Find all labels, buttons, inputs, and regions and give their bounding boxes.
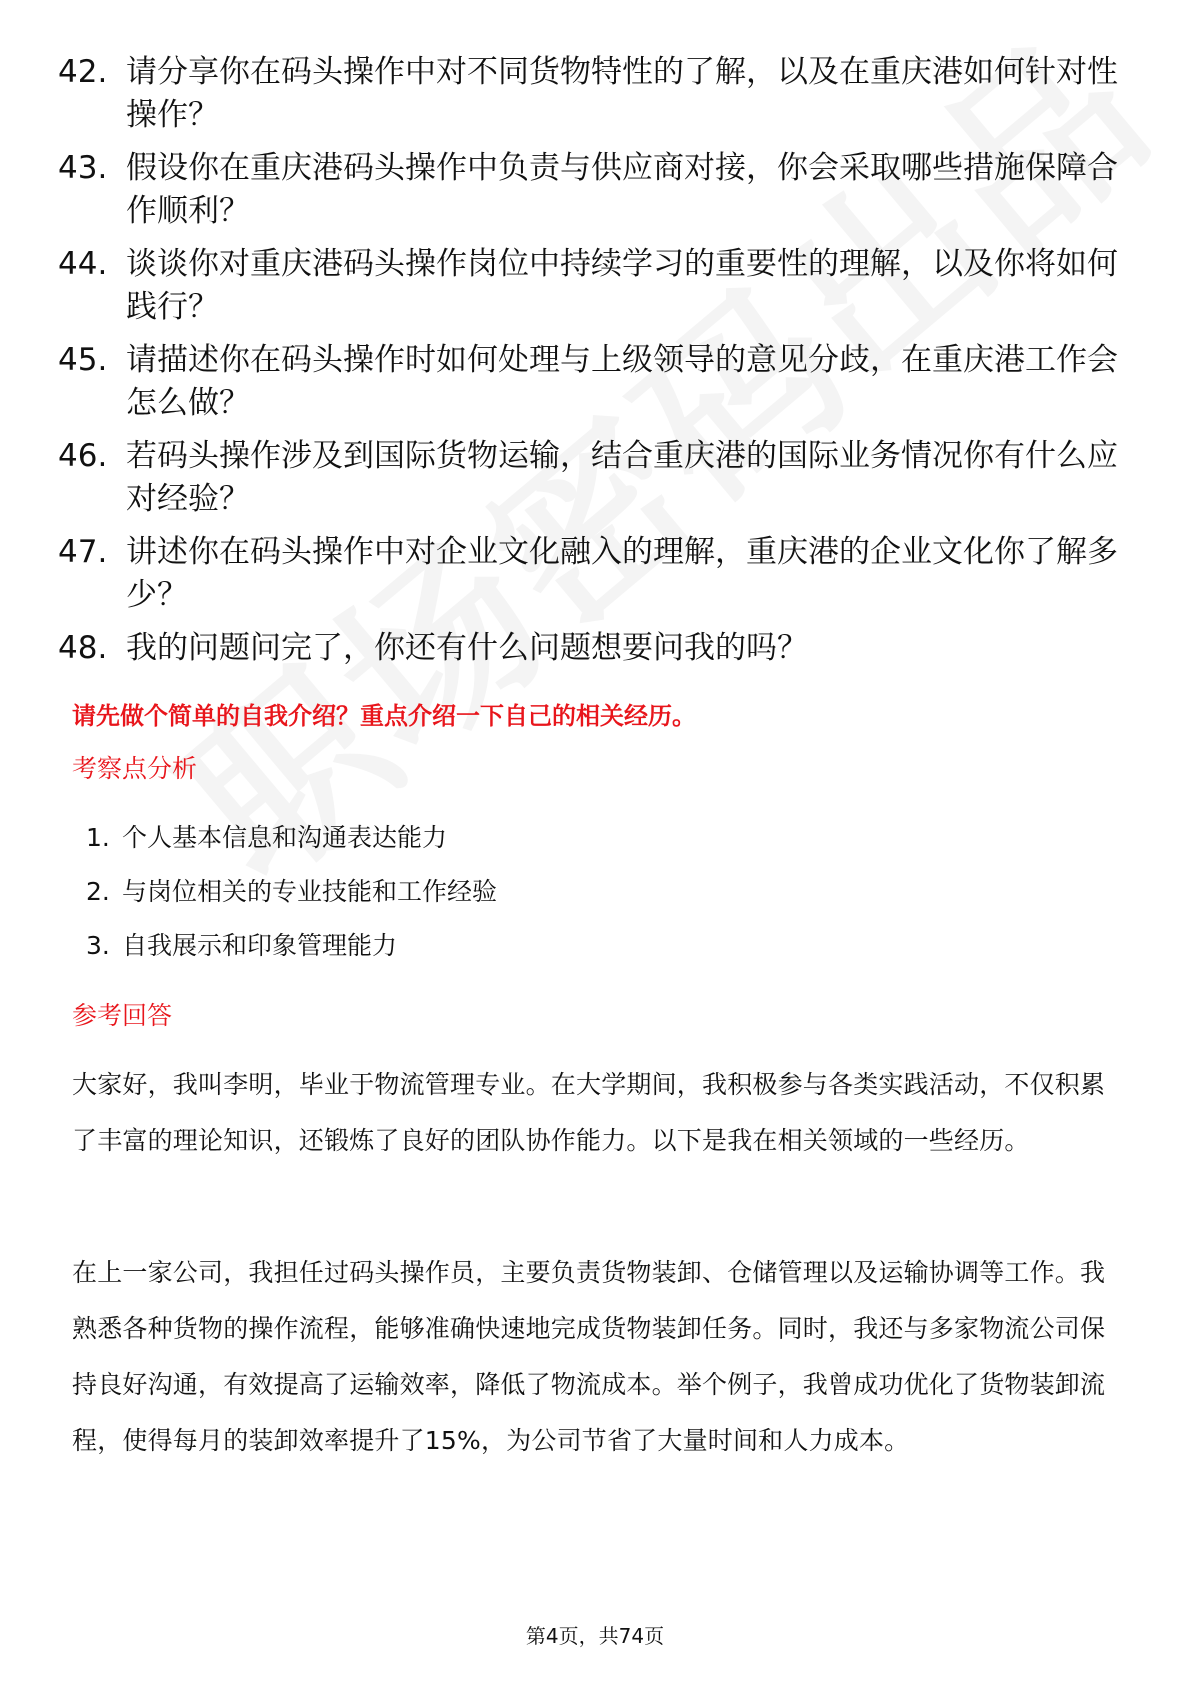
question-number: 46. [58, 438, 108, 474]
page-footer: 第4页，共74页 [525, 1624, 665, 1648]
question-text: 假设你在重庆港码头操作中负责与供应商对接，你会采取哪些措施保障合作顺利？ [126, 150, 1118, 229]
analysis-item-text: 个人基本信息和沟通表达能力 [122, 823, 448, 852]
analysis-item-text: 自我展示和印象管理能力 [122, 931, 398, 960]
question-text: 谈谈你对重庆港码头操作岗位中持续学习的重要性的理解，以及你将如何践行？ [126, 246, 1118, 325]
analysis-item [86, 930, 397, 962]
question-number: 47. [58, 534, 108, 570]
question-item [58, 243, 1118, 329]
question-number: 42. [58, 54, 108, 90]
question-item [58, 627, 1118, 670]
question-text: 讲述你在码头操作中对企业文化融入的理解，重庆港的企业文化你了解多少？ [126, 534, 1118, 613]
analysis-item-text: 与岗位相关的专业技能和工作经验 [122, 877, 498, 906]
analysis-item-number: 1. [86, 823, 110, 852]
question-number: 48. [58, 630, 108, 666]
analysis-item [86, 876, 497, 908]
question-item [58, 435, 1118, 521]
question-text: 请分享你在码头操作中对不同货物特性的了解，以及在重庆港如何针对性操作？ [126, 54, 1118, 133]
analysis-heading: 考察点分析 [72, 754, 198, 783]
question-number: 43. [58, 150, 108, 186]
analysis-item-number: 3. [86, 931, 110, 960]
question-item [58, 51, 1118, 137]
question-number: 45. [58, 342, 108, 378]
analysis-item-number: 2. [86, 877, 110, 906]
answer-paragraph: 在上一家公司，我担任过码头操作员，主要负责货物装卸、仓储管理以及运输协调等工作。我熟悉各种货物的操作流程，能够准确快速地完成货物装卸任务。同时，我还与多家物流公司保持良好沟通，有效提高了运输效率，降低了物流成本。举个例子，我曾成功优化了货物装卸流程，使得每月的装卸效率提升了15%，为公司节省了大量时间和人力成本。 [72, 1258, 1106, 1455]
analysis-item [86, 822, 447, 854]
answer-paragraph: 大家好，我叫李明，毕业于物流管理专业。在大学期间，我积极参与各类实践活动，不仅积累了丰富的理论知识，还锻炼了良好的团队协作能力。以下是我在相关领域的一些经历。 [72, 1070, 1106, 1155]
question-text: 我的问题问完了，你还有什么问题想要问我的吗？ [126, 630, 808, 666]
question-item [58, 531, 1118, 617]
answer-heading: 参考回答 [72, 1001, 173, 1030]
question-title: 请先做个简单的自我介绍？重点介绍一下自己的相关经历。 [72, 702, 696, 730]
question-text: 若码头操作涉及到国际货物运输，结合重庆港的国际业务情况你有什么应对经验？ [126, 438, 1118, 517]
question-item [58, 339, 1118, 425]
question-number: 44. [58, 246, 108, 282]
question-item [58, 147, 1118, 233]
question-text: 请描述你在码头操作时如何处理与上级领导的意见分歧，在重庆港工作会怎么做？ [126, 342, 1118, 421]
